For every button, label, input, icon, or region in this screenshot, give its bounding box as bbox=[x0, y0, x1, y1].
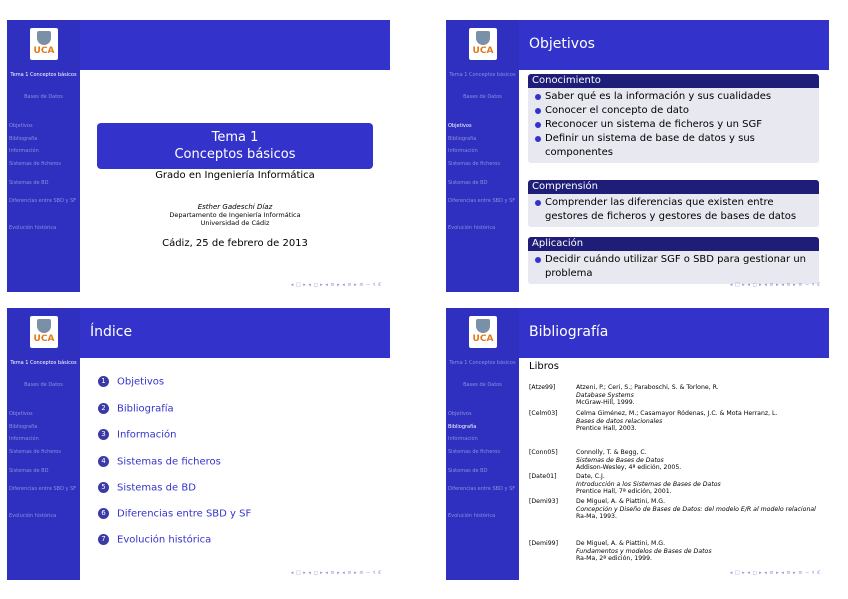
nav-diferencias[interactable]: Diferencias entre SBD y SF bbox=[9, 198, 77, 204]
crest-icon bbox=[37, 319, 51, 333]
nav-objetivos[interactable]: Objetivos bbox=[9, 123, 33, 129]
bib-pub: Prentice Hall, 7ª edición, 2001. bbox=[576, 488, 672, 495]
nav-objetivos[interactable]: Objetivos bbox=[448, 411, 472, 417]
block-heading: Comprensión bbox=[528, 180, 819, 194]
nav-sistemas-ficheros[interactable]: Sistemas de ficheros bbox=[9, 449, 61, 455]
toc-label: Diferencias entre SBD y SF bbox=[117, 508, 252, 520]
title-line1: Tema 1 bbox=[211, 130, 259, 145]
bib-entry bbox=[529, 449, 821, 472]
block-body bbox=[528, 194, 819, 227]
department: Departamento de Ingeniería Informática bbox=[169, 211, 301, 219]
nav-tema[interactable]: Tema 1 Conceptos básicos bbox=[449, 360, 516, 366]
beamer-nav-controls[interactable]: ◂ □ ▸ ◂ ◻ ▸ ◂ ≡ ▸ ◂ ≡ ▸ ≡ ∽ ९ ℭ bbox=[290, 282, 382, 288]
logo-text: UCA bbox=[472, 46, 494, 56]
block-body bbox=[528, 88, 819, 163]
beamer-nav-controls[interactable]: ◂ □ ▸ ◂ ◻ ▸ ◂ ≡ ▸ ◂ ≡ ▸ ≡ ∽ ९ ℭ bbox=[729, 282, 821, 288]
header-bar bbox=[80, 20, 390, 70]
list-item: Decidir cuándo utilizar SGF o SBD para gestionar un problema bbox=[532, 253, 815, 281]
bib-key: [Demi93] bbox=[529, 498, 559, 505]
bib-entry bbox=[529, 498, 821, 521]
list-item: Reconocer un sistema de ficheros y un SGF bbox=[532, 118, 815, 132]
toc-label: Evolución histórica bbox=[117, 534, 212, 546]
bib-key: [Conn05] bbox=[529, 449, 558, 456]
nav-informacion[interactable]: Información bbox=[448, 436, 478, 442]
nav-sistemas-ficheros[interactable]: Sistemas de ficheros bbox=[448, 161, 500, 167]
bib-pub: Ra-Ma, 1993. bbox=[576, 513, 617, 520]
nav-bases-datos[interactable]: Bases de Datos bbox=[463, 382, 502, 388]
nav-informacion[interactable]: Información bbox=[9, 148, 39, 154]
degree: Grado en Ingeniería Informática bbox=[155, 170, 315, 181]
bib-key: [Atze99] bbox=[529, 384, 556, 391]
toc-item[interactable] bbox=[98, 534, 211, 546]
bib-title: Sistemas de Bases de Datos bbox=[576, 456, 664, 464]
crest-icon bbox=[37, 31, 51, 45]
block-body bbox=[528, 251, 819, 284]
toc-item[interactable] bbox=[98, 482, 196, 494]
sidebar bbox=[446, 308, 519, 580]
toc-item[interactable] bbox=[98, 403, 174, 415]
crest-icon bbox=[476, 319, 490, 333]
bib-title: Introducción a los Sistemas de Bases de Datos bbox=[576, 480, 721, 488]
block-comprension bbox=[528, 180, 819, 227]
slide-title bbox=[7, 20, 390, 292]
nav-bibliografia[interactable]: Bibliografía bbox=[448, 424, 477, 430]
list-item: Conocer el concepto de dato bbox=[532, 104, 815, 118]
list-item: Saber qué es la información y sus cualidades bbox=[532, 90, 815, 104]
bib-entry bbox=[529, 540, 821, 563]
nav-bases-datos[interactable]: Bases de Datos bbox=[463, 94, 502, 100]
uca-logo bbox=[469, 28, 497, 60]
nav-tema[interactable]: Tema 1 Conceptos básicos bbox=[449, 72, 516, 78]
toc-number: 2 bbox=[98, 403, 109, 414]
nav-bibliografia[interactable]: Bibliografía bbox=[9, 136, 38, 142]
toc-item[interactable] bbox=[98, 456, 221, 468]
nav-objetivos[interactable]: Objetivos bbox=[9, 411, 33, 417]
header-bar bbox=[80, 308, 390, 358]
bib-title: Bases de datos relacionales bbox=[576, 417, 663, 425]
toc-label: Bibliografía bbox=[117, 403, 174, 415]
logo-text: UCA bbox=[33, 334, 55, 344]
bib-entry bbox=[529, 473, 821, 496]
block-conocimiento bbox=[528, 74, 819, 163]
uca-logo bbox=[30, 316, 58, 348]
beamer-nav-controls[interactable]: ◂ □ ▸ ◂ ◻ ▸ ◂ ≡ ▸ ◂ ≡ ▸ ≡ ∽ ९ ℭ bbox=[729, 570, 821, 576]
toc-label: Sistemas de BD bbox=[117, 482, 196, 494]
sidebar bbox=[7, 308, 80, 580]
nav-informacion[interactable]: Información bbox=[9, 436, 39, 442]
bib-entry bbox=[529, 410, 821, 433]
bib-pub: McGraw-Hill, 1999. bbox=[576, 399, 635, 406]
date: Cádiz, 25 de febrero de 2013 bbox=[162, 238, 308, 249]
bib-authors: Connolly, T. & Begg, C. bbox=[576, 449, 647, 456]
nav-evolucion[interactable]: Evolución histórica bbox=[448, 225, 496, 231]
nav-sistemas-bd[interactable]: Sistemas de BD bbox=[9, 468, 49, 474]
bib-title: Database Systems bbox=[576, 391, 634, 399]
block-aplicacion bbox=[528, 237, 819, 284]
bib-title: Fundamentos y modelos de Bases de Datos bbox=[576, 547, 712, 555]
nav-bases-datos[interactable]: Bases de Datos bbox=[24, 382, 63, 388]
nav-evolucion[interactable]: Evolución histórica bbox=[9, 225, 57, 231]
sidebar bbox=[446, 20, 519, 292]
nav-diferencias[interactable]: Diferencias entre SBD y SF bbox=[448, 198, 516, 204]
beamer-nav-controls[interactable]: ◂ □ ▸ ◂ ◻ ▸ ◂ ≡ ▸ ◂ ≡ ▸ ≡ ∽ ९ ℭ bbox=[290, 570, 382, 576]
bib-authors: Atzeni, P.; Ceri, S.; Paraboschi, S. & Torlone, R. bbox=[576, 384, 719, 391]
author: Esther Gadeschi Díaz bbox=[197, 203, 273, 211]
toc-number: 4 bbox=[98, 456, 109, 467]
nav-bibliografia[interactable]: Bibliografía bbox=[448, 136, 477, 142]
bib-key: [Celm03] bbox=[529, 410, 558, 417]
bib-key: [Date01] bbox=[529, 473, 557, 480]
uca-logo bbox=[469, 316, 497, 348]
list-item: Definir un sistema de base de datos y sus componentes bbox=[532, 132, 815, 160]
nav-tema[interactable]: Tema 1 Conceptos básicos bbox=[10, 360, 77, 366]
list-item: Comprender las diferencias que existen entre gestores de ficheros y gestores de bases de datos bbox=[532, 196, 815, 224]
sidebar bbox=[7, 20, 80, 292]
crest-icon bbox=[476, 31, 490, 45]
toc-number: 1 bbox=[98, 376, 109, 387]
bib-authors: Date, C.J. bbox=[576, 473, 605, 480]
toc-number: 6 bbox=[98, 508, 109, 519]
bib-pub: Prentice Hall, 2003. bbox=[576, 425, 637, 432]
toc-item[interactable] bbox=[98, 376, 164, 388]
toc-number: 3 bbox=[98, 429, 109, 440]
logo-text: UCA bbox=[472, 334, 494, 344]
block-heading: Conocimiento bbox=[528, 74, 819, 88]
bib-title: Concepción y Diseño de Bases de Datos: del modelo E/R al modelo relacional bbox=[576, 505, 816, 513]
nav-bibliografia[interactable]: Bibliografía bbox=[9, 424, 38, 430]
header-bar bbox=[519, 308, 829, 358]
toc-label: Objetivos bbox=[117, 376, 165, 388]
frame-title: Objetivos bbox=[529, 36, 595, 52]
nav-evolucion[interactable]: Evolución histórica bbox=[9, 513, 57, 519]
university: Universidad de Cádiz bbox=[200, 219, 270, 227]
section-heading: Libros bbox=[529, 361, 559, 372]
toc-label: Información bbox=[117, 429, 177, 441]
bib-pub: Addison-Wesley, 4ª edición, 2005. bbox=[576, 464, 682, 471]
nav-sistemas-ficheros[interactable]: Sistemas de ficheros bbox=[9, 161, 61, 167]
title-box bbox=[97, 123, 373, 169]
bib-authors: De Miguel, A. & Piattini, M.G. bbox=[576, 498, 666, 505]
toc-item[interactable] bbox=[98, 508, 251, 520]
block-heading: Aplicación bbox=[528, 237, 819, 251]
bib-authors: Celma Giménez, M.; Casamayor Ródenas, J.C. & Mota Herranz, L. bbox=[576, 410, 778, 417]
nav-objetivos[interactable]: Objetivos bbox=[448, 123, 472, 129]
toc-label: Sistemas de ficheros bbox=[117, 456, 221, 468]
nav-tema[interactable]: Tema 1 Conceptos básicos bbox=[10, 72, 77, 78]
toc-number: 7 bbox=[98, 534, 109, 545]
nav-diferencias[interactable]: Diferencias entre SBD y SF bbox=[9, 486, 77, 492]
toc-number: 5 bbox=[98, 482, 109, 493]
bib-authors: De Miguel, A. & Piattini, M.G. bbox=[576, 540, 666, 547]
nav-bases-datos[interactable]: Bases de Datos bbox=[24, 94, 63, 100]
nav-sistemas-bd[interactable]: Sistemas de BD bbox=[448, 468, 488, 474]
nav-diferencias[interactable]: Diferencias entre SBD y SF bbox=[448, 486, 516, 492]
bib-key: [Demi99] bbox=[529, 540, 559, 547]
nav-evolucion[interactable]: Evolución histórica bbox=[448, 513, 496, 519]
nav-sistemas-ficheros[interactable]: Sistemas de ficheros bbox=[448, 449, 500, 455]
bib-pub: Ra-Ma, 2ª edición, 1999. bbox=[576, 555, 652, 562]
frame-title: Índice bbox=[90, 324, 133, 340]
uca-logo bbox=[30, 28, 58, 60]
nav-sistemas-bd[interactable]: Sistemas de BD bbox=[9, 180, 49, 186]
bib-entry bbox=[529, 384, 821, 407]
frame-title: Bibliografía bbox=[529, 324, 609, 340]
slide-objetivos bbox=[446, 20, 829, 292]
nav-informacion[interactable]: Información bbox=[448, 148, 478, 154]
toc-item[interactable] bbox=[98, 429, 176, 441]
title-line2: Conceptos básicos bbox=[174, 147, 296, 162]
header-bar bbox=[519, 20, 829, 70]
nav-sistemas-bd[interactable]: Sistemas de BD bbox=[448, 180, 488, 186]
logo-text: UCA bbox=[33, 46, 55, 56]
slide-bibliografia bbox=[446, 308, 829, 580]
slide-indice bbox=[7, 308, 390, 580]
